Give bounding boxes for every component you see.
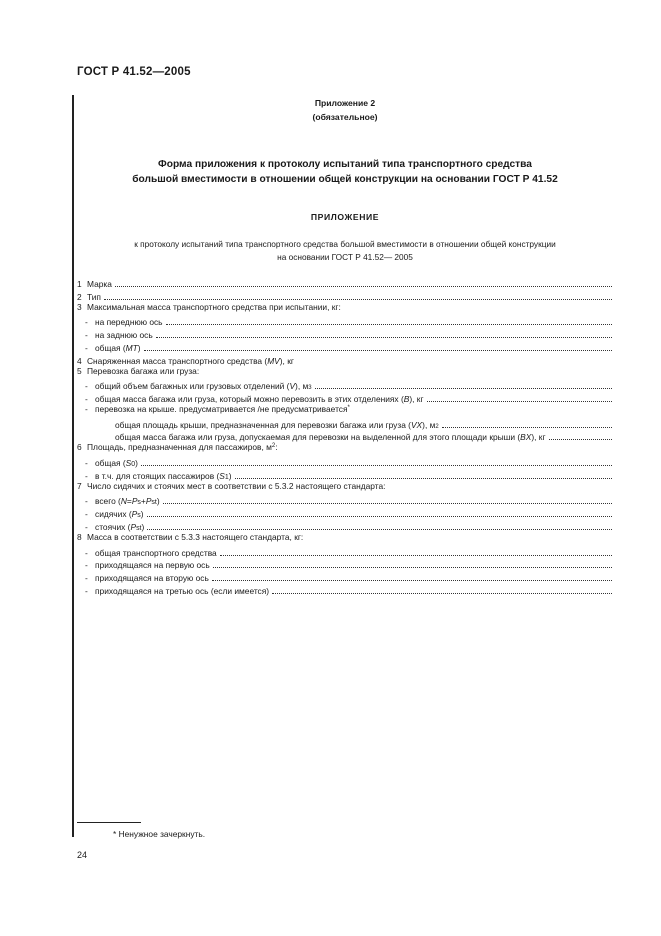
fill-line[interactable] [220, 545, 612, 556]
page-number: 24 [77, 850, 88, 860]
item-7-total: - всего ( N = P s + P st ) [77, 494, 612, 507]
item-2-type: 2 Тип [77, 289, 612, 302]
item-8-vehicle-total: - общая транспортного средства [77, 545, 612, 558]
fill-line[interactable] [213, 557, 612, 568]
fill-line[interactable] [156, 327, 612, 338]
item-3-front-axle: - на переднюю ось [77, 314, 612, 327]
fill-line[interactable] [115, 276, 612, 287]
item-6-passenger-area: 6 Площадь, предназначенная для пассажиров, $м^2$: [77, 442, 278, 453]
item-3-rear-axle: - на заднюю ось [77, 327, 612, 340]
fill-line[interactable] [315, 378, 612, 389]
document-header: ГОСТ Р 41.52—2005 [77, 66, 191, 78]
item-5-mass: - общая масса багажа или груза, который можно перевозить в этих отделениях ( B ), кг [77, 391, 612, 404]
form-title [75, 157, 615, 187]
item-6-total: - общая ( S 0 ) [77, 455, 612, 468]
fill-line[interactable] [549, 429, 612, 440]
item-8-second-axle: - приходящаяся на вторую ось [77, 570, 612, 583]
form-title-line-2: большой вместимости в отношении общей конструкции на основании ГОСТ Р 41.52 [132, 174, 558, 185]
fill-line[interactable] [144, 340, 612, 351]
fill-line[interactable] [141, 455, 612, 466]
item-7-standing: - стоячих ( P st ) [77, 519, 612, 532]
appendix-label: Приложение 2 [314, 98, 376, 108]
fill-line[interactable] [166, 314, 612, 325]
item-3-max-mass: 3 Максимальная масса транспортного средства при испытании, кг: [77, 301, 341, 312]
form-items [77, 276, 612, 596]
fill-line[interactable] [147, 519, 612, 530]
change-bar [72, 95, 74, 837]
item-8-axle-mass: 8 Масса в соответствии с 5.3.3 настоящего стандарта, кг: [77, 531, 304, 542]
form-title-line-1: Форма приложения к протоколу испытаний типа транспортного средства [158, 159, 532, 170]
footnote-separator [77, 822, 141, 823]
item-5-roof-area: общая площадь крыши, предназначенная для перевозки багажа или груза ( VX ), м $_2$ [77, 417, 612, 430]
annex-subtitle [75, 238, 615, 264]
appendix-status: (обязательное) [312, 112, 378, 122]
fill-line[interactable] [442, 417, 612, 428]
fill-line[interactable] [272, 583, 612, 594]
fill-line[interactable] [235, 468, 612, 479]
subtitle-line-2: на основании ГОСТ Р 41.52— 2005 [277, 252, 413, 262]
subtitle-line-1: к протоколу испытаний типа транспортного средства большой вместимости в отношении общей конструкции [134, 239, 556, 249]
item-5-roof-mass: общая масса багажа или груза, допускаемая для перевозки на выделенной для этого площади крыши ( BX ), кг [77, 430, 612, 443]
fill-line[interactable] [147, 506, 612, 517]
item-7-seated: - сидячих ( P s ) [77, 506, 612, 519]
item-5-roof: - перевозка на крыше. предусматривается /не предусматривается* [85, 403, 350, 414]
fill-line[interactable] [212, 570, 612, 581]
item-5-luggage: 5 Перевозка багажа или груза: [77, 365, 200, 376]
item-7-seats: 7 Число сидячих и стоячих мест в соответствии с 5.3.2 настоящего стандарта: [77, 480, 386, 491]
fill-line[interactable] [104, 289, 612, 300]
annex-heading: ПРИЛОЖЕНИЕ [310, 212, 380, 222]
fill-line[interactable] [427, 391, 612, 402]
item-1-brand: 1 Марка [77, 276, 612, 289]
item-6-standing: - в т.ч. для стоящих пассажиров ( S 1 ) [77, 468, 612, 481]
item-4-curb-mass: 4 Снаряженная масса транспортного средства ( MV ), кг [77, 355, 294, 366]
item-3-total: - общая ( MT ) [77, 340, 612, 353]
fill-line[interactable] [163, 493, 612, 504]
appendix-heading [75, 96, 615, 124]
item-5-volume: - общий объем багажных или грузовых отделений ( V ), м $_3$ [77, 378, 612, 391]
item-8-first-axle: - приходящаяся на первую ось [77, 558, 612, 571]
footnote: * Ненужное зачеркнуть. [113, 829, 206, 839]
item-8-third-axle: - приходящаяся на третью ось (если имеется) [77, 583, 612, 596]
